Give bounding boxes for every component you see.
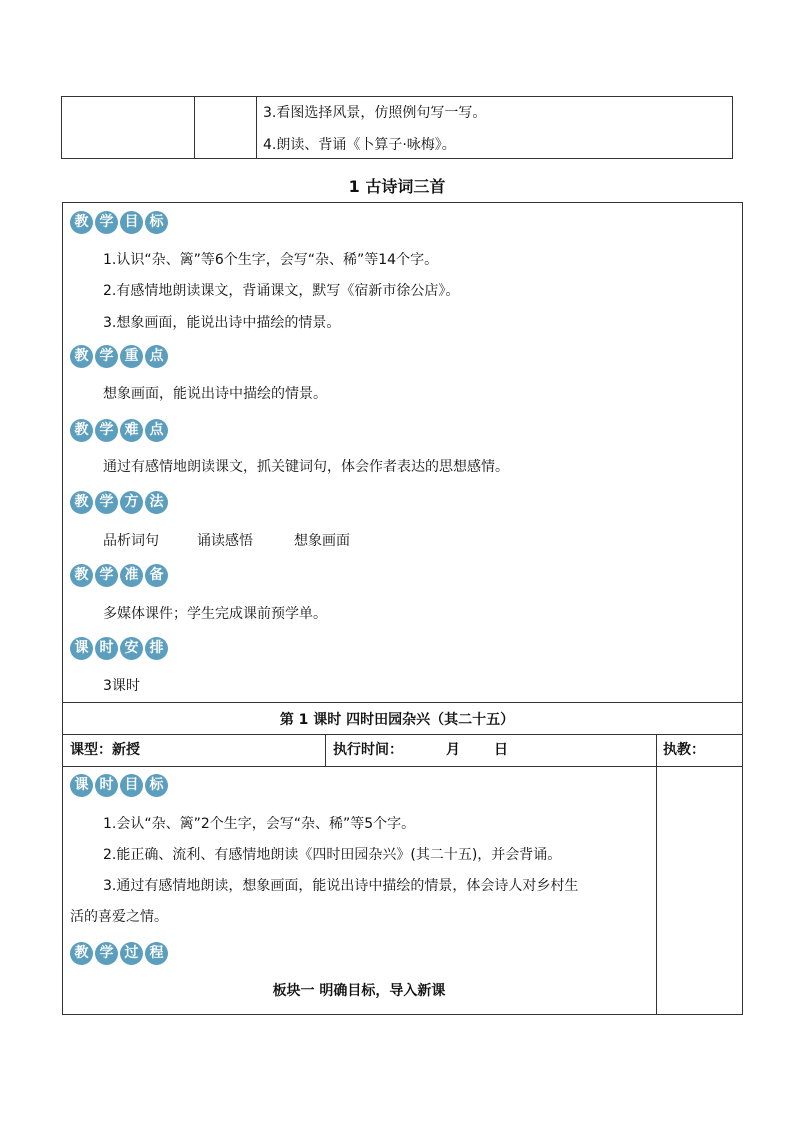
method-item-1: 品析词句 (103, 533, 159, 549)
badge-char: 学 (95, 211, 118, 234)
badge-teaching-process (70, 942, 168, 965)
period-goal-3: 3.通过有感情地朗读，想象画面，能说出诗中描绘的情景，体会诗人对乡村生 (103, 878, 579, 894)
badge-preparation (70, 564, 168, 587)
key-points-text: 想象画面，能说出诗中描绘的情景。 (103, 386, 327, 402)
period-goal-1: 1.会认“杂、篱”2个生字，会写“杂、稀”等5个字。 (103, 816, 416, 832)
period-goal-2: 2.能正确、流利、有感情地朗读《四时田园杂兴》(其二十五)，并会背诵。 (103, 847, 562, 863)
badge-char: 目 (120, 774, 143, 797)
row-divider-period-body (62, 766, 743, 767)
execution-time-label: 执行时间： (333, 742, 403, 758)
schedule-text: 3课时 (103, 678, 140, 694)
badge-char: 学 (95, 942, 118, 965)
process-block-1-heading: 板块一 明确目标，导入新课 (272, 983, 446, 999)
top-table-divider-2 (256, 96, 257, 159)
goal-item-3: 3.想象画面，能说出诗中描绘的情景。 (103, 315, 341, 331)
badge-char: 课 (70, 774, 93, 797)
badge-char: 方 (120, 491, 143, 514)
badge-char: 点 (145, 345, 168, 368)
badge-char: 教 (70, 491, 93, 514)
badge-key-points (70, 345, 168, 368)
badge-char: 排 (145, 637, 168, 660)
goal-item-1: 1.认识“杂、篱”等6个生字，会写“杂、稀”等14个字。 (103, 252, 439, 268)
badge-teaching-goals (70, 211, 168, 234)
badge-char: 课 (70, 637, 93, 660)
badge-schedule (70, 637, 168, 660)
badge-char: 标 (145, 211, 168, 234)
info-divider-1 (325, 734, 326, 766)
badge-char: 点 (145, 419, 168, 442)
badge-char: 目 (120, 211, 143, 234)
badge-char: 过 (120, 942, 143, 965)
badge-char: 标 (145, 774, 168, 797)
lesson-title: 1 古诗词三首 (348, 177, 446, 196)
badge-difficulties (70, 419, 168, 442)
badge-char: 程 (145, 942, 168, 965)
info-divider-2 (656, 734, 657, 1015)
badge-char: 备 (145, 564, 168, 587)
period-title: 第 1 课时 四时田园杂兴（其二十五） (279, 712, 515, 728)
top-table-row-1: 3.看图选择风景，仿照例句写一写。 (263, 105, 487, 121)
method-item-2: 诵读感悟 (197, 533, 253, 549)
badge-char: 学 (95, 345, 118, 368)
badge-char: 学 (95, 564, 118, 587)
badge-char: 教 (70, 211, 93, 234)
preparation-text: 多媒体课件；学生完成课前预学单。 (103, 606, 327, 622)
method-item-3: 想象画面 (294, 533, 350, 549)
top-table-divider-1 (194, 96, 195, 159)
badge-char: 法 (145, 491, 168, 514)
top-table-row-2: 4.朗读、背诵《卜算子·咏梅》。 (263, 137, 456, 153)
goal-item-2: 2.有感情地朗读课文，背诵课文，默写《宿新市徐公店》。 (103, 283, 460, 299)
badge-char: 重 (120, 345, 143, 368)
badge-char: 教 (70, 942, 93, 965)
badge-methods (70, 491, 168, 514)
execution-day: 日 (494, 742, 508, 758)
badge-char: 教 (70, 345, 93, 368)
teacher-label: 执教： (663, 742, 705, 758)
badge-char: 学 (95, 491, 118, 514)
badge-char: 教 (70, 419, 93, 442)
row-divider-period-info (62, 734, 743, 735)
badge-char: 准 (120, 564, 143, 587)
difficulties-text: 通过有感情地朗读课文，抓关键词句，体会作者表达的思想感情。 (103, 459, 509, 475)
execution-month: 月 (446, 742, 460, 758)
row-divider-period-title (62, 702, 743, 703)
period-goal-3-cont: 活的喜爱之情。 (70, 909, 168, 925)
badge-char: 学 (95, 419, 118, 442)
badge-char: 安 (120, 637, 143, 660)
badge-char: 时 (95, 774, 118, 797)
badge-period-goals (70, 774, 168, 797)
badge-char: 教 (70, 564, 93, 587)
badge-char: 难 (120, 419, 143, 442)
badge-char: 时 (95, 637, 118, 660)
lesson-type: 课型：新授 (70, 742, 140, 758)
